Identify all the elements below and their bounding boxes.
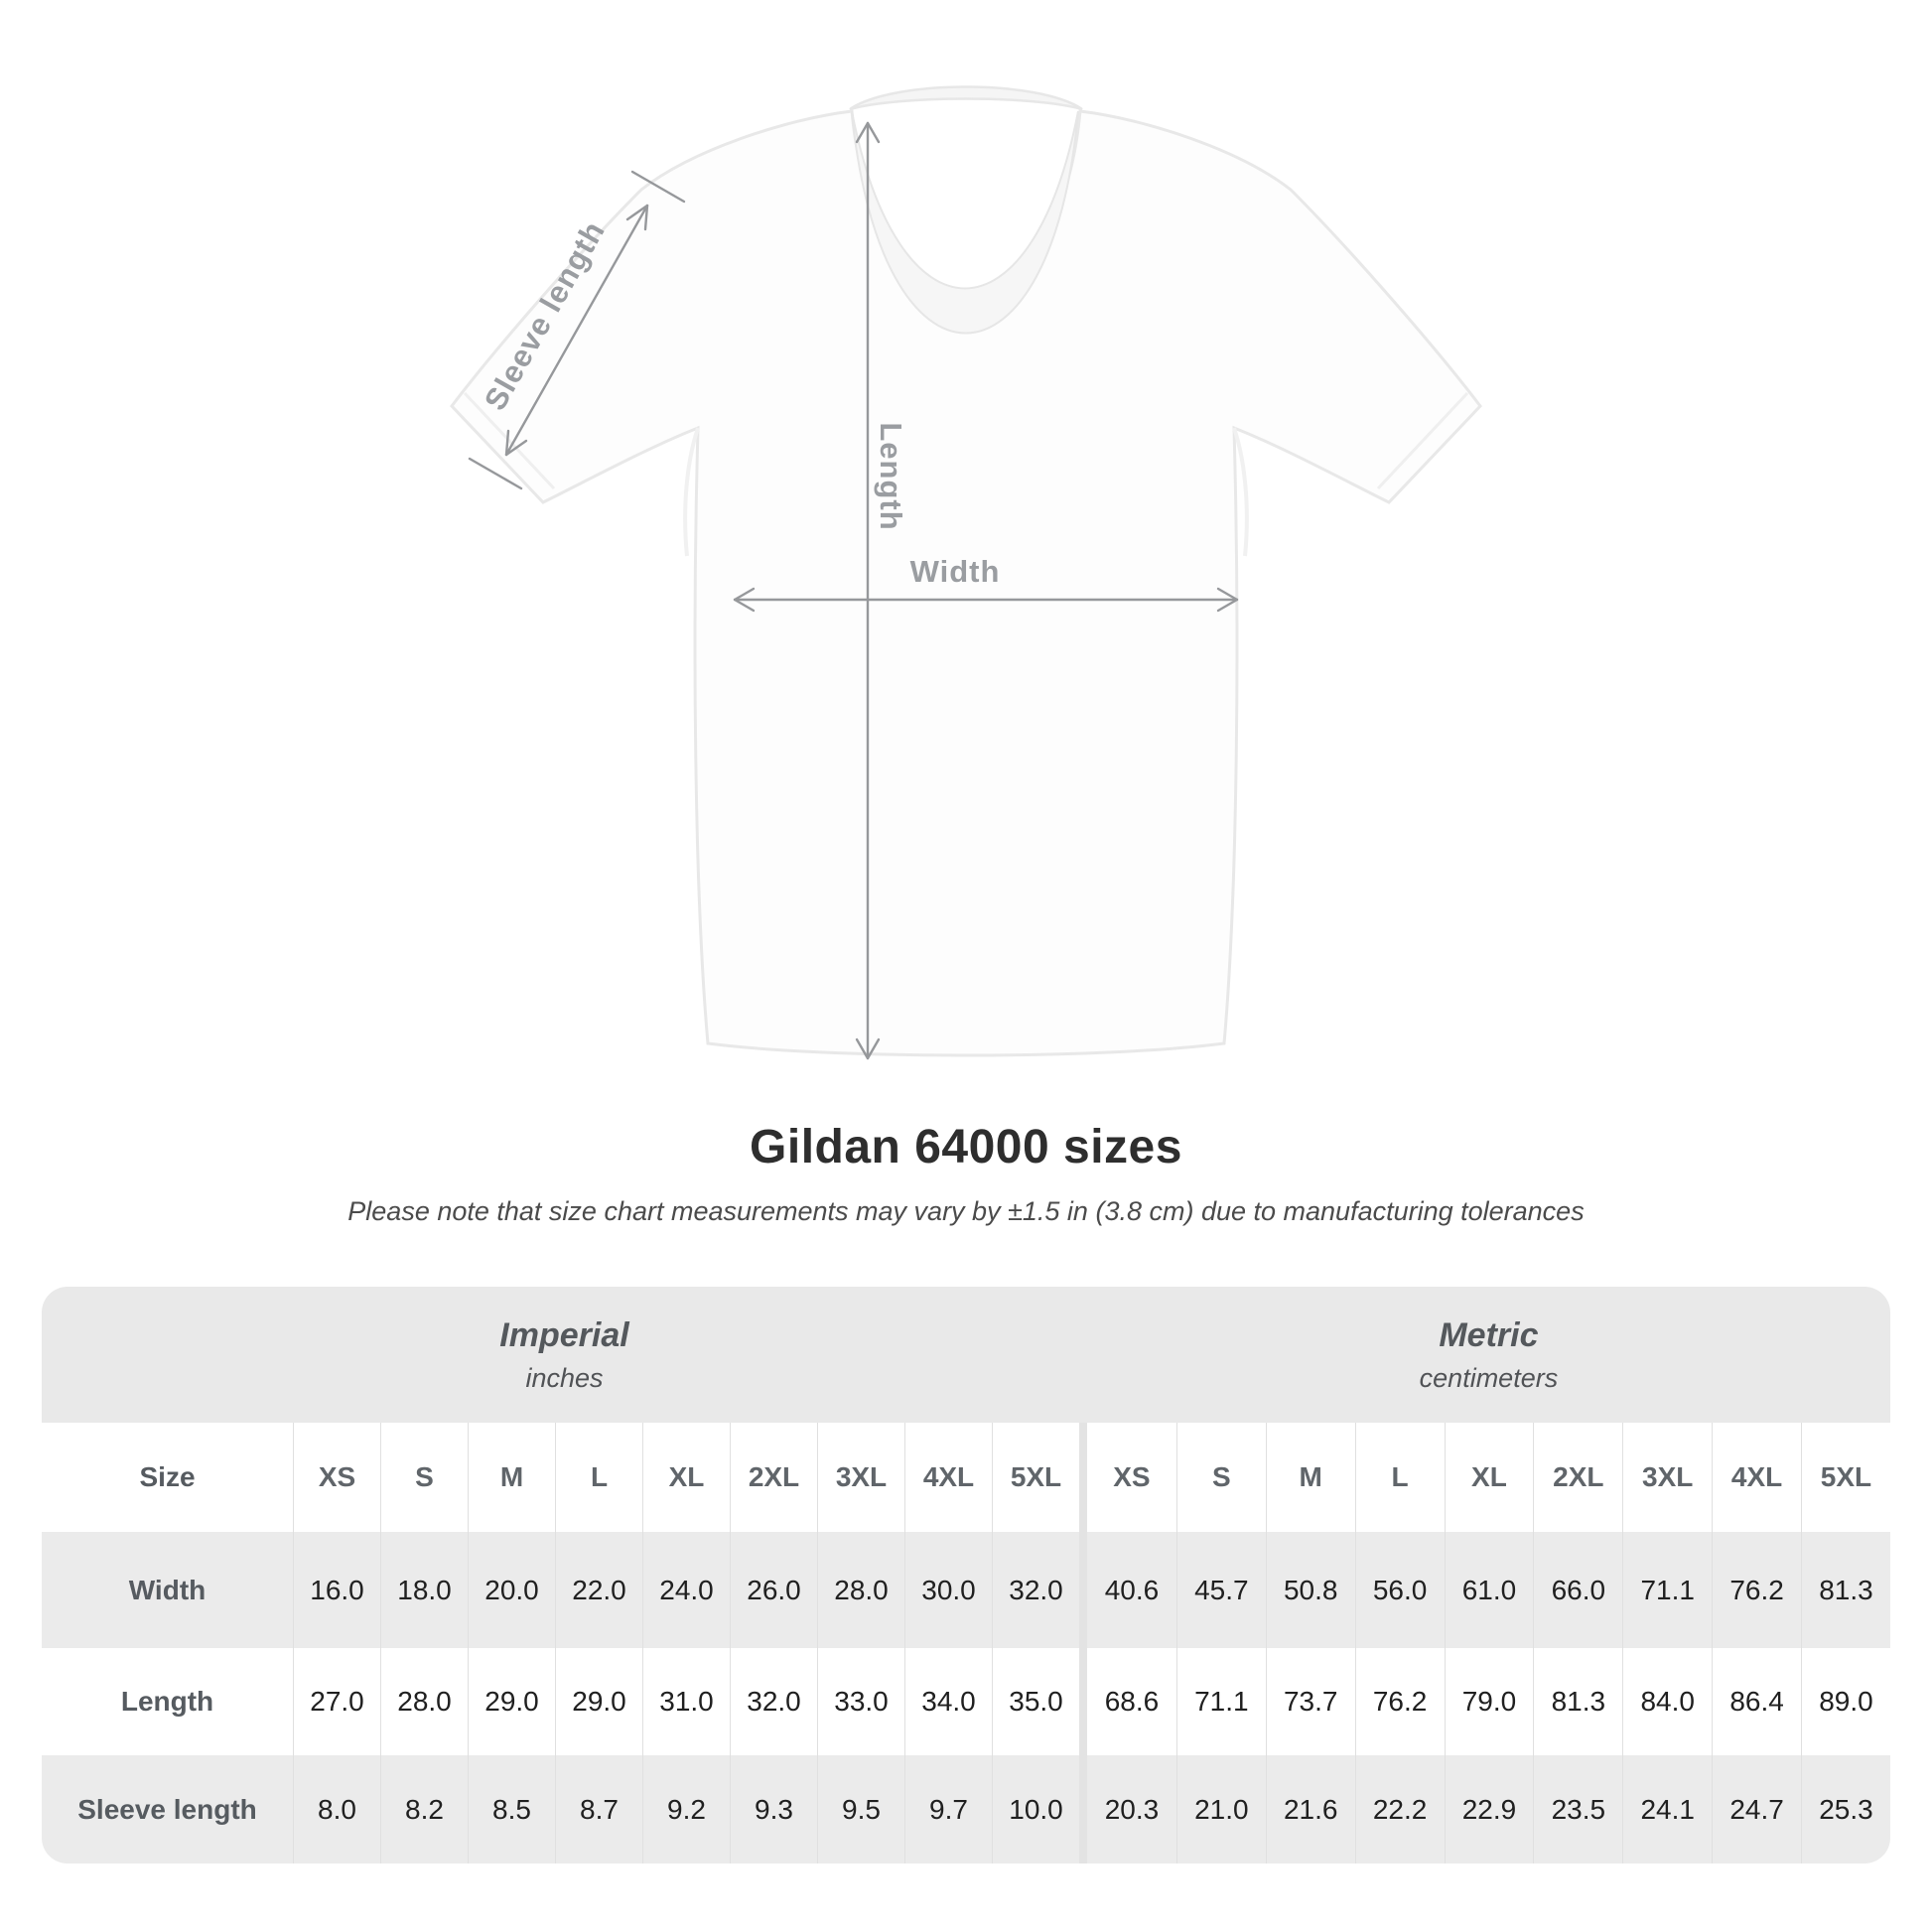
measurement-cell: 28.0 — [817, 1532, 904, 1648]
size-col-header: M — [1266, 1423, 1355, 1532]
metric-unit: centimeters — [1419, 1362, 1559, 1393]
measurement-cell: 76.2 — [1712, 1532, 1801, 1648]
measurement-cell: 8.0 — [293, 1755, 380, 1863]
measurement-cell: 32.0 — [992, 1532, 1079, 1648]
unit-divider — [1079, 1648, 1087, 1755]
measurement-cell: 21.0 — [1176, 1755, 1266, 1863]
measurement-cell: 25.3 — [1801, 1755, 1890, 1863]
row-label: Sleeve length — [42, 1755, 293, 1863]
metric-section-header — [1087, 1287, 1890, 1423]
size-col-header: XL — [642, 1423, 730, 1532]
row-label: Width — [42, 1532, 293, 1648]
measurement-cell: 66.0 — [1533, 1532, 1622, 1648]
measurement-cell: 8.5 — [468, 1755, 555, 1863]
size-col-header: XL — [1445, 1423, 1534, 1532]
measurement-cell: 22.2 — [1355, 1755, 1445, 1863]
size-chart-table — [42, 1287, 1890, 1863]
measurement-cell: 28.0 — [380, 1648, 468, 1755]
measurement-cell: 34.0 — [904, 1648, 992, 1755]
imperial-unit: inches — [525, 1362, 604, 1393]
unit-divider — [1079, 1423, 1087, 1532]
size-col-header: 3XL — [817, 1423, 904, 1532]
size-col-header: 4XL — [1712, 1423, 1801, 1532]
measurement-cell: 71.1 — [1622, 1532, 1712, 1648]
measurement-cell: 20.3 — [1087, 1755, 1176, 1863]
measurement-cell: 29.0 — [468, 1648, 555, 1755]
measurement-cell: 45.7 — [1176, 1532, 1266, 1648]
measurement-cell: 81.3 — [1533, 1648, 1622, 1755]
imperial-section-header — [42, 1287, 1087, 1423]
size-col-header: S — [1176, 1423, 1266, 1532]
length-label: Length — [874, 422, 908, 531]
measurement-cell: 68.6 — [1087, 1648, 1176, 1755]
size-col-header: 5XL — [992, 1423, 1079, 1532]
size-col-header: S — [380, 1423, 468, 1532]
measurement-cell: 9.7 — [904, 1755, 992, 1863]
size-col-header: 2XL — [730, 1423, 817, 1532]
measurement-cell: 35.0 — [992, 1648, 1079, 1755]
measurement-cell: 8.7 — [555, 1755, 642, 1863]
measurement-cell: 76.2 — [1355, 1648, 1445, 1755]
size-col-header: 5XL — [1801, 1423, 1890, 1532]
measurement-cell: 26.0 — [730, 1532, 817, 1648]
measurement-cell: 86.4 — [1712, 1648, 1801, 1755]
measurement-cell: 73.7 — [1266, 1648, 1355, 1755]
imperial-label: Imperial — [499, 1315, 629, 1354]
unit-divider — [1079, 1755, 1087, 1863]
size-col-header: XS — [293, 1423, 380, 1532]
tolerance-note: Please note that size chart measurements may vary by ±1.5 in (3.8 cm) due to manufacturing tolerances — [347, 1196, 1585, 1226]
measurement-cell: 9.2 — [642, 1755, 730, 1863]
measurement-cell: 33.0 — [817, 1648, 904, 1755]
measurement-cell: 9.3 — [730, 1755, 817, 1863]
measurement-cell: 20.0 — [468, 1532, 555, 1648]
page-title: Gildan 64000 sizes — [750, 1121, 1182, 1173]
measurement-cell: 89.0 — [1801, 1648, 1890, 1755]
measurement-cell: 10.0 — [992, 1755, 1079, 1863]
measurement-cell: 8.2 — [380, 1755, 468, 1863]
measurement-cell: 22.9 — [1445, 1755, 1534, 1863]
measurement-cell: 23.5 — [1533, 1755, 1622, 1863]
corner-header: Size — [42, 1423, 293, 1532]
row-label: Length — [42, 1648, 293, 1755]
measurement-cell: 81.3 — [1801, 1532, 1890, 1648]
measurement-cell: 24.1 — [1622, 1755, 1712, 1863]
measurement-cell: 29.0 — [555, 1648, 642, 1755]
size-col-header: M — [468, 1423, 555, 1532]
measurement-cell: 30.0 — [904, 1532, 992, 1648]
measurement-cell: 24.0 — [642, 1532, 730, 1648]
measurement-cell: 56.0 — [1355, 1532, 1445, 1648]
measurement-cell: 24.7 — [1712, 1755, 1801, 1863]
measurement-cell: 61.0 — [1445, 1532, 1534, 1648]
measurement-cell: 21.6 — [1266, 1755, 1355, 1863]
measurement-cell: 40.6 — [1087, 1532, 1176, 1648]
measurement-cell: 50.8 — [1266, 1532, 1355, 1648]
size-col-header: L — [1355, 1423, 1445, 1532]
sleeve-length-label: Sleeve length — [477, 214, 613, 417]
measurement-cell: 71.1 — [1176, 1648, 1266, 1755]
measurement-cell: 32.0 — [730, 1648, 817, 1755]
measurement-cell: 22.0 — [555, 1532, 642, 1648]
size-col-header: 2XL — [1533, 1423, 1622, 1532]
size-col-header: L — [555, 1423, 642, 1532]
measurement-cell: 27.0 — [293, 1648, 380, 1755]
measurement-cell: 18.0 — [380, 1532, 468, 1648]
width-label: Width — [909, 554, 1001, 589]
metric-label: Metric — [1439, 1315, 1539, 1354]
size-col-header: 3XL — [1622, 1423, 1712, 1532]
measurement-cell: 31.0 — [642, 1648, 730, 1755]
size-col-header: XS — [1087, 1423, 1176, 1532]
measurement-cell: 84.0 — [1622, 1648, 1712, 1755]
measurement-cell: 16.0 — [293, 1532, 380, 1648]
size-col-header: 4XL — [904, 1423, 992, 1532]
unit-divider — [1079, 1532, 1087, 1648]
measurement-cell: 79.0 — [1445, 1648, 1534, 1755]
measurement-cell: 9.5 — [817, 1755, 904, 1863]
